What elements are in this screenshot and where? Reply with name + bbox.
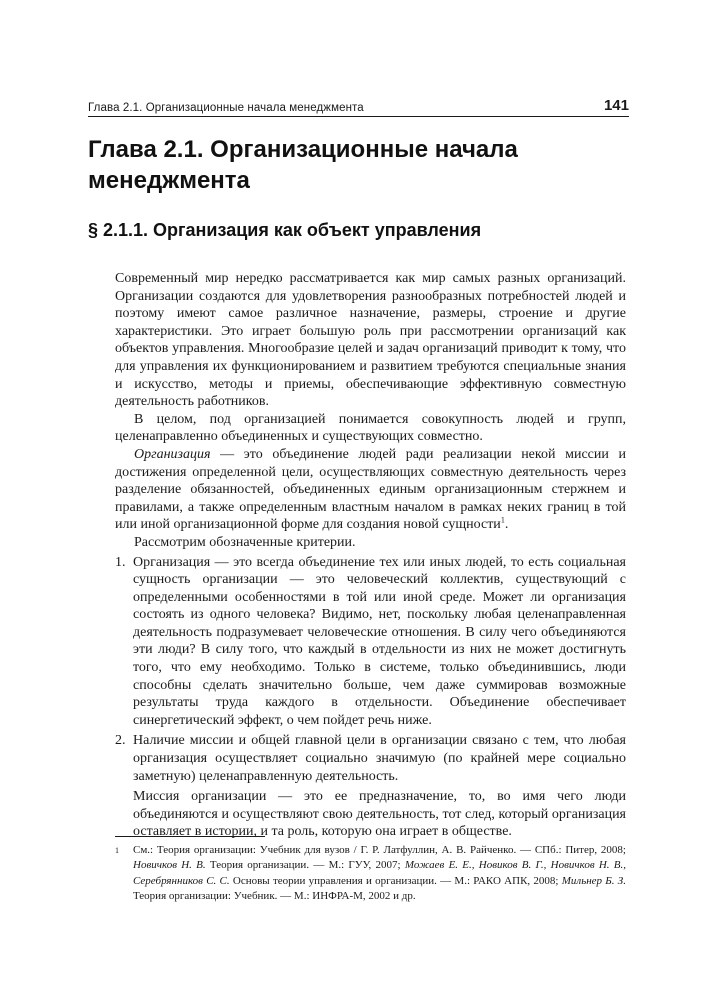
list-number: 2. bbox=[115, 733, 126, 749]
footnote-ref-2: Теория организации. — М.: ГУУ, 2007; bbox=[205, 859, 405, 872]
running-header bbox=[88, 92, 629, 114]
paragraph-2: В целом, под организацией понимается совокупность людей и групп, целенаправленно объединенных и существующих совместно. bbox=[115, 411, 626, 445]
footnote-rule bbox=[115, 836, 265, 837]
footnote-author-3: Мильнер Б. З. bbox=[561, 874, 626, 887]
body-text bbox=[115, 270, 626, 844]
list-item bbox=[115, 554, 626, 730]
footnote-mark: 1 bbox=[115, 846, 119, 855]
header-rule bbox=[88, 116, 629, 117]
chapter-title: Глава 2.1. Организационные начала менеджмента bbox=[88, 136, 518, 194]
section-title: § 2.1.1. Организация как объект управления bbox=[88, 220, 482, 240]
paragraph-1: Современный мир нередко рассматривается как мир самых разных организаций. Организации создаются для удовлетворения разнообразных потребностей людей и поэтому имеют самое различное назначение, размеры, строение и другие характеристики. Это играет большую роль при рассмотрении организаций как объектов управления. Многообразие целей и задач организаций приводит к тому, что для управления их функционированием и развитием требуются специальные знания и искусство, методы и приемы, обеспечивающие эффективную совместную деятельность работников. bbox=[115, 271, 626, 410]
list-item-text: Организация — это всегда объединение тех или иных людей, то есть социальная сущность организации — это человеческий коллектив, существующий с определенными особенностями в той или иной среде. Может ли организация состоять из одного человека? Видимо, нет, поскольку любая целенаправленная деятельность подразумевает человеческие отношения. В силу чего объединяются эти люди? В силу того, что каждый в отдельности из них не может достигнуть того, что ему необходимо. Только в системе, только объединившись, люди способны сделать значительно больше, чем даже суммировав возможные результаты труда каждого в отдельности. Объединение обеспечивает синергетический эффект, о чем пойдет речь ниже. bbox=[133, 554, 626, 728]
definition-text: — это объединение людей ради реализации некой миссии и достижения определенной цели, осуществляющих совместную деятельность через разделение обязанностей, объединенных единым организационным стержнем и правилами, а также определенным властным началом в рамках неких границ в той или иной организационной форме для создания новой сущности bbox=[115, 446, 626, 533]
list-number: 1. bbox=[115, 554, 126, 570]
footnote-author-1: Новичков Н. В. bbox=[133, 859, 206, 872]
footnote-text bbox=[115, 843, 626, 904]
footnote bbox=[115, 843, 626, 904]
running-title: Глава 2.1. Организационные начала менеджмента bbox=[88, 102, 364, 114]
list-item bbox=[115, 732, 626, 841]
criteria-list bbox=[115, 554, 626, 842]
list-item-followup: Миссия организации — это ее предназначение, то, во имя чего люди объединяются и осуществляют свою деятельность, тот след, который организация оставляет в истории, и та роль, которую она играет в обществе. bbox=[133, 789, 626, 840]
page-number: 141 bbox=[603, 97, 629, 114]
footnote-author-2: Можаев Е. Е., Новиков В. Г., Новичков Н. В., Серебрянников С. С. bbox=[133, 859, 627, 887]
list-item-text: Наличие миссии и общей главной цели в организации связано с тем, что любая организация осуществляет социально значимую (по крайней мере социально заметную) целенаправленную деятельность. bbox=[133, 733, 626, 784]
paragraph-3: Организация — это объединение людей ради реализации некой миссии и достижения определенной цели, осуществляющих совместную деятельность через разделение обязанностей, объединенных единым организационным стержнем и правилами, а также определенным властным началом в рамках неких границ в той или иной организационной форме для создания новой сущности$^1$. bbox=[115, 446, 626, 533]
defined-term: Организация bbox=[134, 446, 211, 462]
footnote-ref-3: Основы теории управления и организации. — М.: РАКО АПК, 2008; bbox=[229, 874, 562, 887]
footnote-ref-4: Теория организации: Учебник. — М.: ИНФРА-М, 2002 и др. bbox=[133, 889, 416, 902]
footnote-reference[interactable]: 1 bbox=[500, 515, 505, 525]
paragraph-4: Рассмотрим обозначенные критерии. bbox=[134, 534, 356, 550]
footnote-ref-1: См.: Теория организации: Учебник для вузов / Г. Р. Латфуллин, А. В. Райченко. — СПб.: Питер, 2008; bbox=[133, 844, 626, 856]
